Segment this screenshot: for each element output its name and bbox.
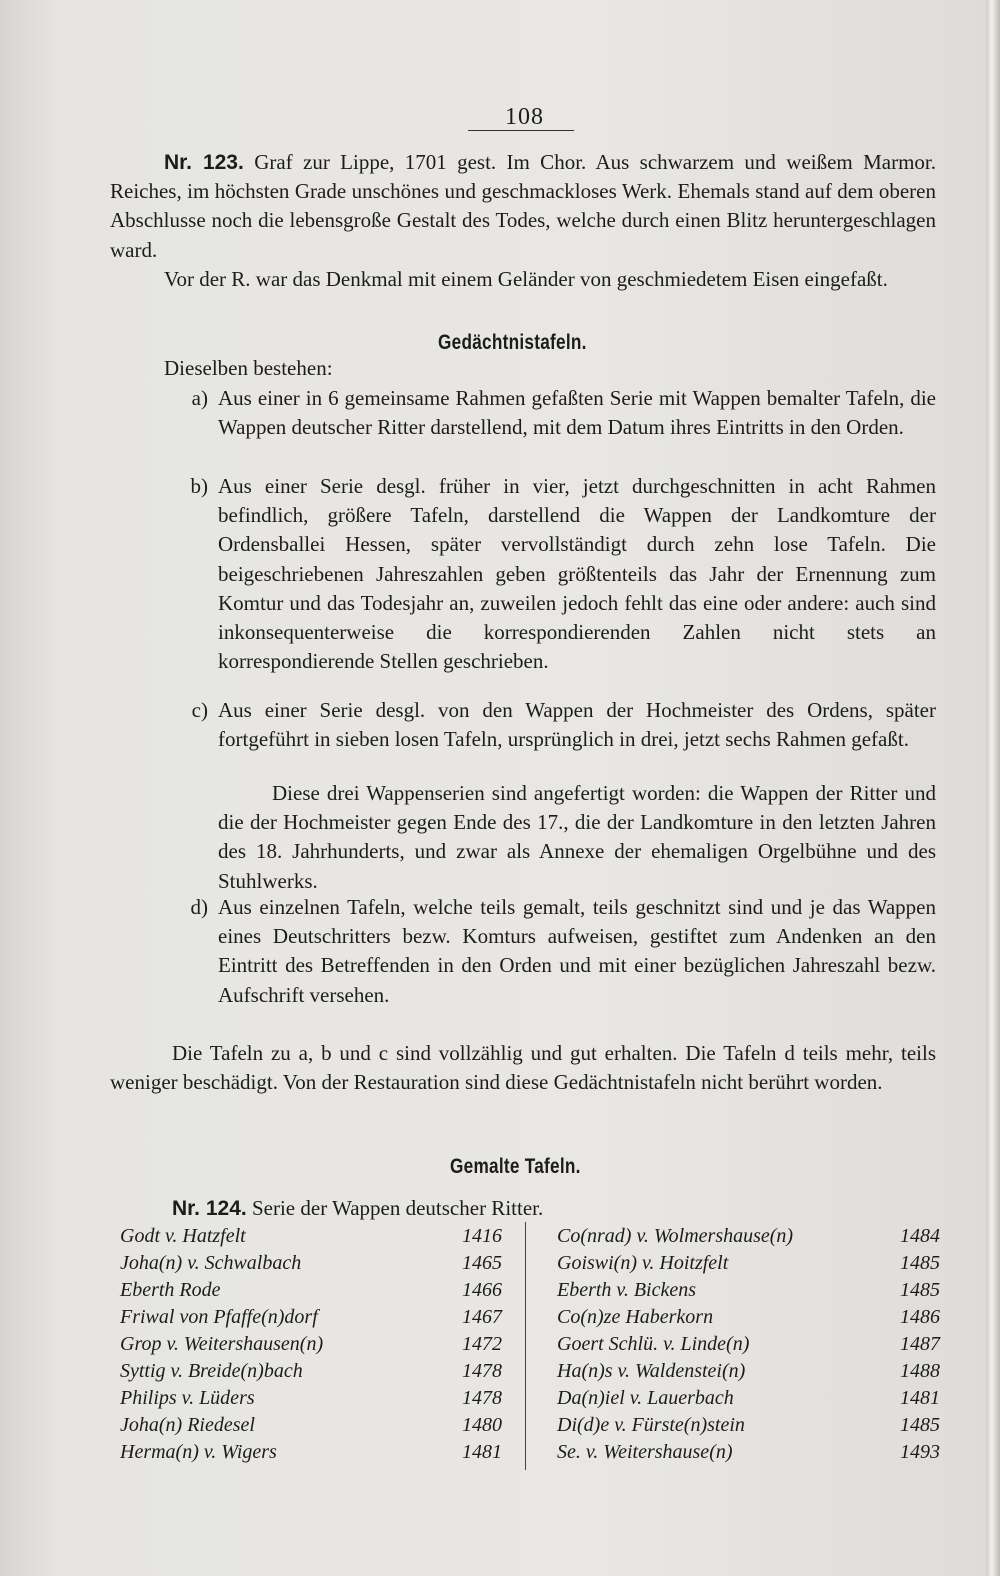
knight-year: 1493 (900, 1441, 940, 1463)
knight-name: Eberth v. Bickens (557, 1279, 697, 1301)
knight-year: 1484 (900, 1225, 940, 1247)
knight-name: Philips v. Lüders (120, 1387, 255, 1409)
list-item-text: Aus einer Serie desgl. früher in vier, jetzt durchgeschnitten in acht Rahmen befindlich, größere Tafeln, darstellend die Wappen der Landkomture der Ordensballei Hessen, später vervollständigt durch zehn lose Tafeln. Die beigeschriebenen Jahreszahlen geben größtenteils das Jahr der Ernennung zum Komtur und das Todesjahr an, zuweilen jedoch fehlt das eine oder andere: auch sind inkonsequenterweise die korrespondierenden Zahlen nicht stets an korrespondierende Stellen geschrieben. (218, 474, 936, 674)
knight-year: 1466 (462, 1279, 502, 1301)
entry-number: Nr. 124. (172, 1197, 247, 1220)
knight-name: Joha(n) Riedesel (120, 1414, 255, 1436)
entry-123-note: Vor der R. war das Denkmal mit einem Geländer von geschmiedetem Eisen eingefaßt. (164, 267, 888, 291)
entry-number: Nr. 123. (164, 151, 244, 174)
list-item-label: a) (191, 386, 208, 410)
knight-year: 1467 (462, 1306, 502, 1328)
knight-name: Di(d)e v. Fürste(n)stein (557, 1414, 745, 1436)
list-item-text: Aus einer in 6 gemeinsame Rahmen gefaßten Serie mit Wappen bemalter Tafeln, die Wappen deutscher Ritter darstellend, mit dem Datum ihres Eintritts in den Orden. (218, 386, 936, 440)
section-closing: Die Tafeln zu a, b und c sind vollzählig und gut erhalten. Die Tafeln d teils mehr, teils weniger beschädigt. Von der Restauration sind diese Gedächtnistafeln nicht berührt worden. (110, 1041, 936, 1095)
section-heading: Gedächtnistafeln. (438, 331, 587, 354)
list-item-text: Aus einer Serie desgl. von den Wappen der Hochmeister des Ordens, später fortgeführt in sieben losen Tafeln, ursprünglich in drei, jetzt sechs Rahmen gefaßt. (218, 698, 936, 752)
book-spine-edge (986, 0, 1000, 1576)
knight-name: Friwal von Pfaffe(n)dorf (120, 1306, 318, 1328)
knight-name: Ha(n)s v. Waldenstei(n) (557, 1360, 746, 1382)
header-rule (468, 130, 574, 131)
list-item (182, 384, 936, 442)
knight-name: Goiswi(n) v. Hoitzfelt (557, 1252, 729, 1274)
list-item-label: c) (191, 698, 208, 722)
knight-year: 1488 (900, 1360, 940, 1382)
paragraph: Diese drei Wappenserien sind angefertigt worden: die Wappen der Ritter und die der Hochmeister gegen Ende des 17., die der Landkomture in den letzten Jahren des 18. Jahrhunderts, und zwar als Annexe der ehemaligen Orgelbühne und des Stuhlwerks. (218, 781, 936, 893)
section-intro: Dieselben bestehen: (164, 356, 333, 380)
knight-name: Se. v. Weitershause(n) (557, 1441, 733, 1463)
page-number: 108 (505, 104, 544, 130)
list-item (182, 893, 936, 1010)
knight-name: Co(n)ze Haberkorn (557, 1306, 714, 1328)
knight-year: 1465 (462, 1252, 502, 1274)
knight-year: 1480 (462, 1414, 502, 1436)
entry-124 (172, 1194, 872, 1223)
knight-name: Herma(n) v. Wigers (120, 1441, 277, 1463)
knight-year: 1485 (900, 1279, 940, 1301)
knight-name: Syttig v. Breide(n)bach (120, 1360, 303, 1382)
knight-name: Eberth Rode (120, 1279, 221, 1301)
knight-year: 1478 (462, 1360, 502, 1382)
entry-123 (110, 148, 936, 265)
list-item-label: d) (190, 895, 208, 919)
section-heading: Gemalte Tafeln. (450, 1155, 581, 1178)
knight-year: 1486 (900, 1306, 940, 1328)
list-item-text: Aus einzelnen Tafeln, welche teils gemalt, teils geschnitzt sind und je das Wappen eines Deutschritters bezw. Komturs aufweisen, gestiftet zum Andenken an den Eintritt des Betreffenden in den Orden und mit einer bezüglichen Jahreszahl bezw. Aufschrift versehen. (218, 895, 936, 1007)
knight-year: 1481 (900, 1387, 940, 1409)
column-divider (525, 1222, 526, 1470)
knight-year: 1416 (462, 1225, 502, 1247)
knight-year: 1485 (900, 1414, 940, 1436)
knight-year: 1485 (900, 1252, 940, 1274)
knight-name: Godt v. Hatzfelt (120, 1225, 246, 1247)
entry-text: Graf zur Lippe, 1701 gest. Im Chor. Aus schwarzem und weißem Marmor. Reiches, im höchsten Grade unschönes und geschmackloses Werk. Ehemals stand auf dem oberen Abschlusse noch die lebensgroße Gestalt des Todes, welche durch einen Blitz heruntergeschlagen ward. (110, 150, 937, 262)
knight-name: Grop v. Weitershausen(n) (120, 1333, 324, 1355)
knight-name: Goert Schlü. v. Linde(n) (557, 1333, 750, 1355)
knight-name: Joha(n) v. Schwalbach (120, 1252, 302, 1274)
knight-year: 1481 (462, 1441, 502, 1463)
list-item (182, 472, 936, 676)
list-item-label: b) (190, 474, 208, 498)
knight-name: Co(nrad) v. Wolmershause(n) (557, 1225, 794, 1247)
entry-text: Serie der Wappen deutscher Ritter. (251, 1196, 544, 1220)
knight-name: Da(n)iel v. Lauerbach (557, 1387, 734, 1409)
knight-year: 1487 (900, 1333, 940, 1355)
list-item (182, 696, 936, 754)
knight-year: 1478 (462, 1387, 502, 1409)
knight-year: 1472 (462, 1333, 502, 1355)
